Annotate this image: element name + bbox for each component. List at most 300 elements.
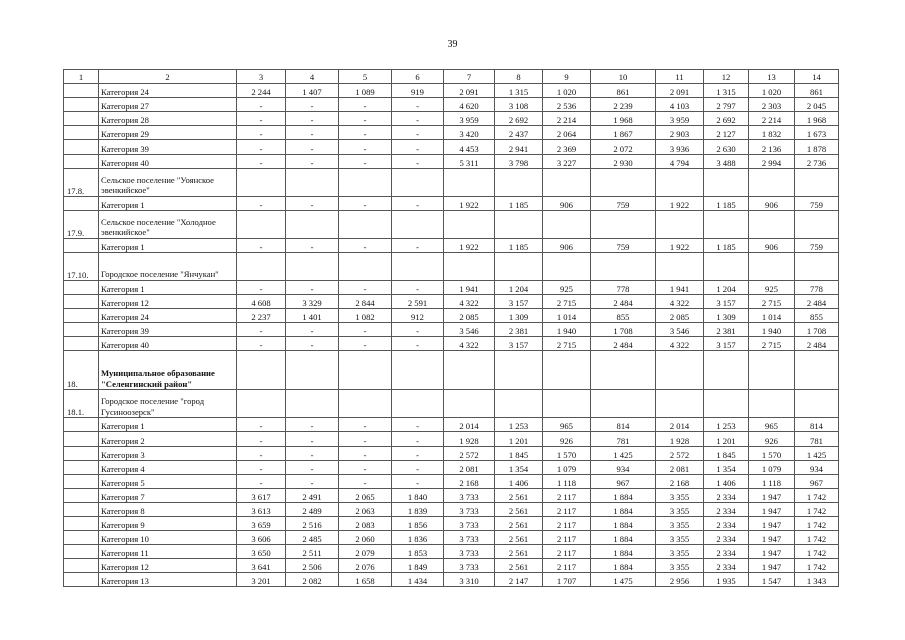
value-cell: - (237, 474, 286, 488)
value-cell (339, 390, 392, 418)
value-cell: 1 884 (591, 545, 656, 559)
value-cell: 3 355 (656, 516, 704, 530)
value-cell: - (392, 126, 444, 140)
value-cell: 967 (591, 474, 656, 488)
value-cell: - (237, 140, 286, 154)
header-cell: 14 (795, 70, 839, 84)
row-index: 18.1. (64, 390, 99, 418)
row-index (64, 418, 99, 432)
value-cell: - (237, 196, 286, 210)
value-cell: 2 941 (495, 140, 543, 154)
value-cell: 2 630 (704, 140, 749, 154)
value-cell: 906 (543, 196, 591, 210)
value-cell (749, 252, 795, 280)
value-cell: 3 659 (237, 516, 286, 530)
value-cell: 1 673 (795, 126, 839, 140)
value-cell: 3 355 (656, 502, 704, 516)
value-cell: - (339, 446, 392, 460)
value-cell: 2 506 (286, 559, 339, 573)
value-cell: - (392, 418, 444, 432)
value-cell (704, 210, 749, 238)
value-cell: 2 072 (591, 140, 656, 154)
value-cell: 1 407 (286, 84, 339, 98)
value-cell: 3 310 (444, 573, 495, 587)
value-cell: 861 (795, 84, 839, 98)
value-cell: - (339, 460, 392, 474)
value-cell: 3 733 (444, 545, 495, 559)
header-cell: 12 (704, 70, 749, 84)
value-cell: 1 928 (656, 432, 704, 446)
row-index (64, 238, 99, 252)
value-cell: - (392, 154, 444, 168)
row-index (64, 502, 99, 516)
value-cell: - (286, 280, 339, 294)
value-cell: 3 733 (444, 502, 495, 516)
value-cell: - (392, 337, 444, 351)
value-cell: 1 968 (795, 112, 839, 126)
value-cell: 1 884 (591, 488, 656, 502)
value-cell: 2 063 (339, 502, 392, 516)
value-cell: 3 613 (237, 502, 286, 516)
table-row (64, 280, 839, 294)
value-cell: 1 201 (495, 432, 543, 446)
value-cell: 3 355 (656, 545, 704, 559)
category-name: Категория 11 (99, 545, 237, 559)
value-cell: 2 561 (495, 545, 543, 559)
value-cell: - (392, 432, 444, 446)
row-index (64, 323, 99, 337)
value-cell: 1 845 (704, 446, 749, 460)
value-cell: 926 (749, 432, 795, 446)
value-cell: 2 079 (339, 545, 392, 559)
row-index: 18. (64, 351, 99, 390)
row-index (64, 516, 99, 530)
row-index: 17.8. (64, 168, 99, 196)
category-name: Категория 28 (99, 112, 237, 126)
category-name: Категория 40 (99, 154, 237, 168)
value-cell: - (286, 418, 339, 432)
value-cell: 3 733 (444, 559, 495, 573)
value-cell: 2 117 (543, 531, 591, 545)
value-cell: 2 064 (543, 126, 591, 140)
value-cell: 778 (591, 280, 656, 294)
value-cell: - (339, 112, 392, 126)
row-index (64, 112, 99, 126)
header-cell: 13 (749, 70, 795, 84)
section-heading-row-major (64, 351, 839, 390)
value-cell: 2 437 (495, 126, 543, 140)
value-cell: 2 561 (495, 488, 543, 502)
value-cell: 1 185 (704, 238, 749, 252)
value-cell: - (237, 154, 286, 168)
value-cell: 3 157 (704, 337, 749, 351)
value-cell: 3 798 (495, 154, 543, 168)
value-cell: 1 658 (339, 573, 392, 587)
value-cell (591, 390, 656, 418)
value-cell: 926 (543, 432, 591, 446)
section-heading-row (64, 252, 839, 280)
value-cell: 2 117 (543, 545, 591, 559)
row-index (64, 84, 99, 98)
row-index (64, 460, 99, 474)
value-cell (749, 168, 795, 196)
value-cell: 3 355 (656, 559, 704, 573)
value-cell: 1 475 (591, 573, 656, 587)
category-name: Категория 27 (99, 98, 237, 112)
value-cell: 2 334 (704, 545, 749, 559)
header-cell: 8 (495, 70, 543, 84)
value-cell (591, 351, 656, 390)
value-cell: 2 484 (591, 337, 656, 351)
value-cell: 3 329 (286, 294, 339, 308)
header-cell: 10 (591, 70, 656, 84)
value-cell (543, 351, 591, 390)
category-name: Категория 2 (99, 432, 237, 446)
value-cell: 1 020 (749, 84, 795, 98)
tariff-table (63, 69, 839, 587)
value-cell: 2 561 (495, 502, 543, 516)
value-cell: 2 083 (339, 516, 392, 530)
value-cell: 2 484 (591, 294, 656, 308)
value-cell: 906 (543, 238, 591, 252)
value-cell: 2 561 (495, 531, 543, 545)
value-cell: 1 947 (749, 488, 795, 502)
value-cell: - (392, 446, 444, 460)
value-cell: 855 (795, 309, 839, 323)
value-cell: 2 536 (543, 98, 591, 112)
value-cell: - (286, 323, 339, 337)
row-index (64, 488, 99, 502)
value-cell (444, 390, 495, 418)
value-cell: 1 922 (656, 196, 704, 210)
value-cell: 3 488 (704, 154, 749, 168)
value-cell: 1 935 (704, 573, 749, 587)
value-cell (543, 390, 591, 418)
value-cell (543, 252, 591, 280)
value-cell: - (392, 323, 444, 337)
value-cell (704, 168, 749, 196)
value-cell (749, 351, 795, 390)
table-row (64, 502, 839, 516)
value-cell (339, 210, 392, 238)
value-cell (339, 168, 392, 196)
header-cell: 3 (237, 70, 286, 84)
category-name: Категория 8 (99, 502, 237, 516)
table-row (64, 446, 839, 460)
row-index: 17.9. (64, 210, 99, 238)
value-cell: 1 922 (444, 196, 495, 210)
header-cell: 11 (656, 70, 704, 84)
value-cell: 2 085 (444, 309, 495, 323)
table-row (64, 474, 839, 488)
value-cell: 1 185 (495, 196, 543, 210)
value-cell: 2 244 (237, 84, 286, 98)
header-row (64, 70, 839, 84)
value-cell: - (339, 154, 392, 168)
value-cell: - (237, 126, 286, 140)
value-cell: - (237, 280, 286, 294)
table-row (64, 516, 839, 530)
value-cell: - (339, 140, 392, 154)
value-cell: 1 020 (543, 84, 591, 98)
value-cell: - (392, 460, 444, 474)
value-cell: - (286, 474, 339, 488)
value-cell: 1 253 (704, 418, 749, 432)
value-cell (656, 210, 704, 238)
value-cell: 3 733 (444, 488, 495, 502)
value-cell: - (392, 98, 444, 112)
value-cell: 1 947 (749, 545, 795, 559)
value-cell (704, 390, 749, 418)
category-name: Категория 1 (99, 280, 237, 294)
value-cell: - (237, 460, 286, 474)
category-name: Категория 29 (99, 126, 237, 140)
value-cell (339, 252, 392, 280)
category-name: Категория 24 (99, 84, 237, 98)
header-cell: 9 (543, 70, 591, 84)
row-index (64, 531, 99, 545)
value-cell: 4 322 (656, 294, 704, 308)
value-cell: 934 (591, 460, 656, 474)
row-index (64, 545, 99, 559)
value-cell (495, 351, 543, 390)
value-cell: 2 334 (704, 559, 749, 573)
value-cell (237, 351, 286, 390)
value-cell: 2 994 (749, 154, 795, 168)
value-cell (392, 351, 444, 390)
table-row (64, 196, 839, 210)
value-cell: 1 968 (591, 112, 656, 126)
value-cell: 2 076 (339, 559, 392, 573)
value-cell (656, 351, 704, 390)
category-name: Категория 5 (99, 474, 237, 488)
section-name: Сельское поселение "Холодное эвенкийское" (99, 210, 237, 238)
value-cell: 967 (795, 474, 839, 488)
row-index (64, 280, 99, 294)
value-cell (339, 351, 392, 390)
value-cell: 1 845 (495, 446, 543, 460)
value-cell: 2 014 (656, 418, 704, 432)
value-cell: 2 147 (495, 573, 543, 587)
value-cell: 1 309 (704, 309, 749, 323)
value-cell: 2 334 (704, 516, 749, 530)
value-cell: 2 127 (704, 126, 749, 140)
section-name: Муниципальное образование "Селенгинский район" (99, 351, 237, 390)
value-cell: 4 453 (444, 140, 495, 154)
value-cell: 1 425 (795, 446, 839, 460)
value-cell: 1 947 (749, 502, 795, 516)
value-cell: - (237, 446, 286, 460)
value-cell: 2 736 (795, 154, 839, 168)
value-cell: - (286, 140, 339, 154)
category-name: Категория 40 (99, 337, 237, 351)
value-cell: - (392, 196, 444, 210)
value-cell: 2 334 (704, 502, 749, 516)
value-cell (286, 210, 339, 238)
value-cell: 925 (749, 280, 795, 294)
value-cell: 781 (591, 432, 656, 446)
value-cell: 1 742 (795, 502, 839, 516)
value-cell (656, 252, 704, 280)
value-cell: 1 354 (704, 460, 749, 474)
value-cell: 4 620 (444, 98, 495, 112)
value-cell: 1 940 (749, 323, 795, 337)
category-name: Категория 1 (99, 418, 237, 432)
header-cell: 2 (99, 70, 237, 84)
value-cell: 906 (749, 196, 795, 210)
table-row (64, 154, 839, 168)
value-cell: 3 733 (444, 516, 495, 530)
value-cell: 1 947 (749, 531, 795, 545)
value-cell: 1 118 (543, 474, 591, 488)
value-cell: 2 692 (495, 112, 543, 126)
value-cell: 814 (795, 418, 839, 432)
category-name: Категория 4 (99, 460, 237, 474)
value-cell: 3 157 (704, 294, 749, 308)
section-heading-row (64, 390, 839, 418)
value-cell: 1 940 (543, 323, 591, 337)
value-cell (495, 210, 543, 238)
value-cell: - (286, 196, 339, 210)
category-name: Категория 39 (99, 323, 237, 337)
row-index (64, 573, 99, 587)
value-cell: 1 742 (795, 488, 839, 502)
value-cell: 1 079 (543, 460, 591, 474)
table-row (64, 294, 839, 308)
value-cell (237, 252, 286, 280)
value-cell: 2 060 (339, 531, 392, 545)
table-row (64, 238, 839, 252)
value-cell: 3 355 (656, 488, 704, 502)
value-cell: 1 089 (339, 84, 392, 98)
row-index (64, 294, 99, 308)
value-cell: 1 079 (749, 460, 795, 474)
value-cell (704, 252, 749, 280)
value-cell: 1 884 (591, 531, 656, 545)
row-index (64, 196, 99, 210)
category-name: Категория 12 (99, 559, 237, 573)
category-name: Категория 9 (99, 516, 237, 530)
value-cell: 2 214 (749, 112, 795, 126)
value-cell: - (339, 474, 392, 488)
value-cell: 2 715 (543, 337, 591, 351)
value-cell: 965 (749, 418, 795, 432)
value-cell: - (392, 238, 444, 252)
value-cell: 2 045 (795, 98, 839, 112)
value-cell: - (237, 418, 286, 432)
value-cell: 1 884 (591, 502, 656, 516)
value-cell: 1 922 (444, 238, 495, 252)
value-cell: 4 322 (444, 294, 495, 308)
value-cell: 1 547 (749, 573, 795, 587)
value-cell: 3 546 (444, 323, 495, 337)
value-cell (392, 168, 444, 196)
value-cell: 814 (591, 418, 656, 432)
value-cell: 919 (392, 84, 444, 98)
value-cell: - (286, 432, 339, 446)
value-cell (444, 168, 495, 196)
value-cell (591, 210, 656, 238)
value-cell: - (237, 337, 286, 351)
value-cell (749, 210, 795, 238)
row-index: 17.10. (64, 252, 99, 280)
table-row (64, 126, 839, 140)
value-cell: 1 570 (749, 446, 795, 460)
value-cell: 1 928 (444, 432, 495, 446)
value-cell: 2 065 (339, 488, 392, 502)
value-cell (795, 168, 839, 196)
value-cell (237, 390, 286, 418)
value-cell: - (237, 238, 286, 252)
value-cell: 1 867 (591, 126, 656, 140)
value-cell (286, 168, 339, 196)
value-cell: 4 103 (656, 98, 704, 112)
value-cell: 3 420 (444, 126, 495, 140)
value-cell: 1 315 (495, 84, 543, 98)
value-cell: 1 014 (749, 309, 795, 323)
row-index (64, 474, 99, 488)
row-index (64, 140, 99, 154)
value-cell: 1 941 (656, 280, 704, 294)
header-cell: 6 (392, 70, 444, 84)
value-cell: 759 (591, 196, 656, 210)
value-cell: 934 (795, 460, 839, 474)
category-name: Категория 12 (99, 294, 237, 308)
category-name: Категория 1 (99, 238, 237, 252)
table-row (64, 545, 839, 559)
value-cell: 4 322 (656, 337, 704, 351)
value-cell: 759 (795, 238, 839, 252)
value-cell: 2 561 (495, 516, 543, 530)
value-cell: 1 742 (795, 531, 839, 545)
category-name: Категория 3 (99, 446, 237, 460)
value-cell: - (237, 323, 286, 337)
value-cell (795, 351, 839, 390)
row-index (64, 154, 99, 168)
value-cell: 2 334 (704, 488, 749, 502)
value-cell: 1 839 (392, 502, 444, 516)
value-cell: 1 742 (795, 559, 839, 573)
value-cell: 4 608 (237, 294, 286, 308)
value-cell: - (392, 280, 444, 294)
value-cell: 2 381 (495, 323, 543, 337)
section-heading-row (64, 210, 839, 238)
value-cell: 3 546 (656, 323, 704, 337)
value-cell: 2 014 (444, 418, 495, 432)
table-row (64, 573, 839, 587)
value-cell: - (339, 337, 392, 351)
row-index (64, 309, 99, 323)
row-index (64, 126, 99, 140)
section-heading-row (64, 168, 839, 196)
value-cell: 3 227 (543, 154, 591, 168)
page-number: 39 (447, 39, 458, 50)
value-cell (392, 390, 444, 418)
value-cell: - (339, 98, 392, 112)
value-cell: 1 185 (704, 196, 749, 210)
table-row (64, 140, 839, 154)
category-name: Категория 1 (99, 196, 237, 210)
value-cell: 1 354 (495, 460, 543, 474)
value-cell: - (339, 418, 392, 432)
value-cell: 1 856 (392, 516, 444, 530)
category-name: Категория 39 (99, 140, 237, 154)
value-cell: 1 922 (656, 238, 704, 252)
section-name: Сельское поселение "Уоянское эвенкийское" (99, 168, 237, 196)
value-cell: 1 570 (543, 446, 591, 460)
value-cell (444, 210, 495, 238)
table-row (64, 559, 839, 573)
